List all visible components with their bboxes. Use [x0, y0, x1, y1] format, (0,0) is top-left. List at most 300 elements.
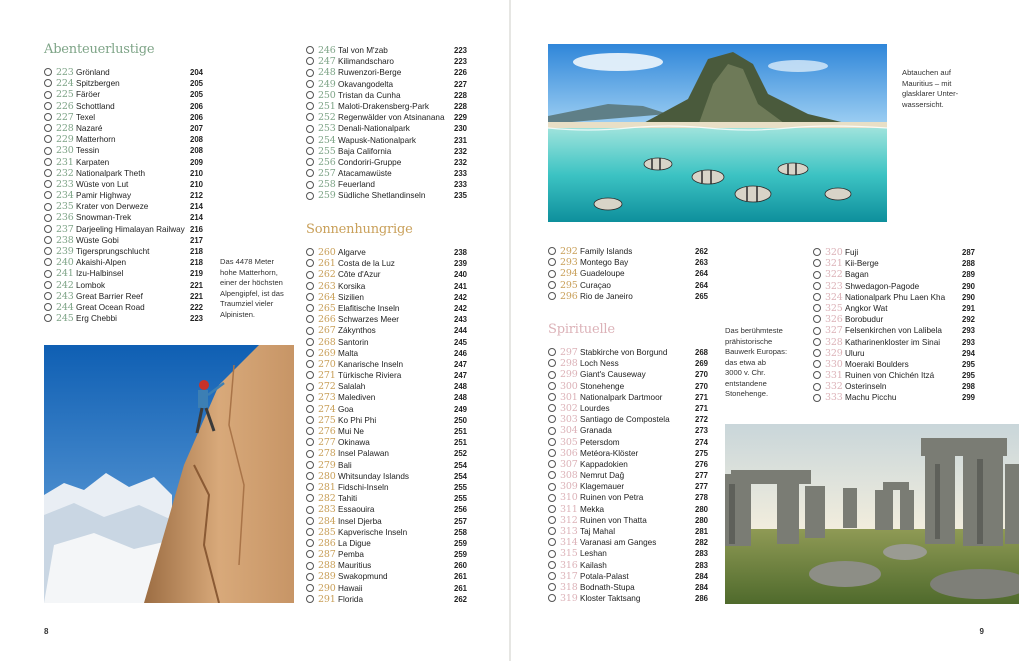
- entry-page: 230: [453, 124, 467, 134]
- checkbox-circle[interactable]: [44, 169, 52, 177]
- entry-title: Denali-Nationalpark: [338, 124, 410, 134]
- entry-number: 323: [825, 280, 843, 292]
- entry-number: 254: [318, 134, 336, 146]
- checkbox-circle[interactable]: [306, 506, 314, 514]
- entry-number: 268: [318, 336, 336, 348]
- checkbox-circle[interactable]: [306, 517, 314, 525]
- checkbox-circle[interactable]: [306, 483, 314, 491]
- checkbox-circle[interactable]: [44, 270, 52, 278]
- entry-number: 226: [56, 100, 74, 112]
- entry-number: 265: [318, 302, 336, 314]
- entry-title: Salalah: [338, 382, 366, 392]
- entry-title: Whitsunday Islands: [338, 471, 409, 481]
- entry-title: Great Barrier Reef: [76, 291, 143, 301]
- heading-spirituelle: Spirituelle: [548, 322, 615, 337]
- checkbox-circle[interactable]: [306, 338, 314, 346]
- checkbox-circle[interactable]: [44, 303, 52, 311]
- entry-title: Angkor Wat: [845, 303, 888, 313]
- entry-page: 205: [189, 90, 203, 100]
- entry-title: Darjeeling Himalayan Railway: [76, 224, 185, 234]
- checkbox-circle[interactable]: [813, 293, 821, 301]
- checkbox-circle[interactable]: [306, 562, 314, 570]
- checkbox-circle[interactable]: [548, 527, 556, 535]
- checkbox-circle[interactable]: [813, 259, 821, 267]
- entry-number: 271: [318, 370, 336, 382]
- entry-title: Schwarzes Meer: [338, 315, 399, 325]
- entry-page: 254: [453, 460, 467, 470]
- checkbox-circle[interactable]: [306, 573, 314, 581]
- checkbox-circle[interactable]: [548, 505, 556, 513]
- toc-entry: [44, 67, 203, 78]
- entry-page: 277: [694, 471, 708, 481]
- toc-entry: [306, 594, 467, 605]
- entry-title: Elafitische Inseln: [338, 303, 400, 313]
- toc-entry: [44, 224, 203, 235]
- checkbox-circle[interactable]: [548, 258, 556, 266]
- entry-number: 299: [560, 369, 578, 381]
- checkbox-circle[interactable]: [548, 460, 556, 468]
- checkbox-circle[interactable]: [813, 371, 821, 379]
- entry-number: 258: [318, 179, 336, 191]
- checkbox-circle[interactable]: [548, 371, 556, 379]
- entry-number: 257: [318, 168, 336, 180]
- checkbox-circle[interactable]: [548, 247, 556, 255]
- checkbox-circle[interactable]: [44, 180, 52, 188]
- toc-entry: [44, 101, 203, 112]
- toc-entry: [306, 415, 467, 426]
- entry-number: 242: [56, 279, 74, 291]
- checkbox-circle[interactable]: [44, 292, 52, 300]
- checkbox-circle[interactable]: [548, 583, 556, 591]
- toc-entry: [306, 190, 467, 201]
- entry-title: Machu Picchu: [845, 393, 897, 403]
- checkbox-circle[interactable]: [306, 57, 314, 65]
- entry-title: Feuerland: [338, 180, 375, 190]
- caption-line: Alpengipfel, ist das: [220, 288, 284, 298]
- entry-title: Loch Ness: [580, 359, 619, 369]
- checkbox-circle[interactable]: [548, 550, 556, 558]
- entry-number: 287: [318, 549, 336, 561]
- entry-title: Tigersprungschlucht: [76, 247, 150, 256]
- entry-page: 248: [453, 382, 467, 392]
- entry-number: 325: [825, 302, 843, 314]
- toc-entry: [44, 302, 203, 313]
- checkbox-circle[interactable]: [306, 91, 314, 99]
- entry-title: Kii-Berge: [845, 259, 879, 269]
- checkbox-circle[interactable]: [44, 158, 52, 166]
- entry-title: Granada: [580, 426, 612, 436]
- checkbox-circle[interactable]: [306, 192, 314, 200]
- entry-page: 264: [694, 269, 708, 279]
- toc-entry: [306, 325, 467, 336]
- toc-entry: [813, 281, 975, 292]
- entry-page: 281: [694, 527, 708, 536]
- checkbox-circle[interactable]: [813, 338, 821, 346]
- entry-number: 329: [825, 347, 843, 359]
- entry-page: 259: [453, 550, 467, 560]
- checkbox-circle[interactable]: [306, 125, 314, 133]
- entry-page: 260: [453, 561, 467, 571]
- entry-title: Santiago de Compostela: [580, 415, 670, 425]
- entry-number: 260: [318, 247, 336, 258]
- toc-entry: [44, 313, 203, 324]
- entry-number: 314: [560, 537, 578, 549]
- entry-number: 327: [825, 325, 843, 337]
- checkbox-circle[interactable]: [548, 449, 556, 457]
- checkbox-circle[interactable]: [306, 427, 314, 435]
- toc-list-spirituelle-continued: [813, 247, 975, 404]
- checkbox-circle[interactable]: [306, 528, 314, 536]
- entry-number: 296: [560, 290, 578, 302]
- checkbox-circle[interactable]: [306, 327, 314, 335]
- checkbox-circle[interactable]: [44, 102, 52, 110]
- entry-page: 295: [961, 359, 975, 369]
- entry-page: 214: [189, 213, 203, 223]
- entry-title: Moeraki Boulders: [845, 359, 909, 369]
- checkbox-circle[interactable]: [548, 415, 556, 423]
- caption-line: Das 4478 Meter: [220, 257, 275, 266]
- entry-title: Kilimandscharo: [338, 57, 394, 67]
- checkbox-circle[interactable]: [306, 550, 314, 558]
- checkbox-circle[interactable]: [306, 595, 314, 603]
- toc-entry: [44, 235, 203, 246]
- checkbox-circle[interactable]: [306, 259, 314, 267]
- caption-line: wassersicht.: [902, 99, 944, 109]
- entry-page: 240: [453, 270, 467, 280]
- stonehenge-caption: [725, 326, 787, 400]
- entry-number: 231: [56, 156, 74, 168]
- entry-title: Curaçao: [580, 280, 611, 290]
- entry-number: 289: [318, 571, 336, 583]
- toc-entry: [44, 168, 203, 179]
- checkbox-circle[interactable]: [306, 69, 314, 77]
- entry-page: 210: [189, 168, 203, 178]
- entry-page: 272: [694, 415, 708, 425]
- toc-entry: [306, 493, 467, 504]
- entry-page: 248: [453, 393, 467, 403]
- toc-entry: [813, 292, 975, 303]
- checkbox-circle[interactable]: [44, 203, 52, 211]
- toc-entry: [306, 281, 467, 292]
- checkbox-circle[interactable]: [306, 394, 314, 402]
- checkbox-circle[interactable]: [813, 248, 821, 256]
- checkbox-circle[interactable]: [548, 382, 556, 390]
- entry-title: Sizilien: [338, 292, 364, 302]
- checkbox-circle[interactable]: [44, 225, 52, 233]
- entry-page: 265: [694, 291, 708, 301]
- entry-number: 223: [56, 67, 74, 78]
- toc-entry: [548, 560, 708, 571]
- toc-entry: [548, 369, 708, 380]
- entry-page: 219: [189, 269, 203, 279]
- checkbox-circle[interactable]: [548, 572, 556, 580]
- checkbox-circle[interactable]: [306, 46, 314, 54]
- checkbox-circle[interactable]: [306, 584, 314, 592]
- checkbox-circle[interactable]: [306, 438, 314, 446]
- entry-page: 204: [189, 68, 203, 77]
- toc-entry: [548, 268, 708, 279]
- entry-title: Erg Chebbi: [76, 314, 117, 324]
- entry-number: 246: [318, 45, 336, 56]
- entry-title: Kapverische Inseln: [338, 527, 408, 537]
- entry-page: 212: [189, 191, 203, 201]
- entry-page: 262: [694, 247, 708, 256]
- entry-page: 291: [961, 303, 975, 313]
- checkbox-circle[interactable]: [44, 91, 52, 99]
- entry-page: 268: [694, 348, 708, 357]
- entry-page: 247: [453, 371, 467, 381]
- checkbox-circle[interactable]: [306, 181, 314, 189]
- entry-number: 317: [560, 570, 578, 582]
- checkbox-circle[interactable]: [548, 292, 556, 300]
- checkbox-circle[interactable]: [306, 282, 314, 290]
- entry-page: 257: [453, 516, 467, 526]
- entry-number: 241: [56, 268, 74, 280]
- checkbox-circle[interactable]: [306, 416, 314, 424]
- toc-entry: [548, 347, 708, 358]
- entry-page: 245: [453, 337, 467, 347]
- checkbox-circle[interactable]: [548, 471, 556, 479]
- checkbox-circle[interactable]: [548, 438, 556, 446]
- toc-entry: [548, 291, 708, 302]
- checkbox-circle[interactable]: [548, 359, 556, 367]
- entry-page: 269: [694, 359, 708, 369]
- mauritius-underwater-photo: [548, 44, 887, 222]
- toc-entry: [306, 549, 467, 560]
- toc-entry: [548, 392, 708, 403]
- caption-line: Abtauchen auf: [902, 68, 951, 77]
- checkbox-circle[interactable]: [44, 258, 52, 266]
- checkbox-circle[interactable]: [306, 315, 314, 323]
- checkbox-circle[interactable]: [548, 404, 556, 412]
- entry-page: 239: [453, 259, 467, 269]
- checkbox-circle[interactable]: [813, 315, 821, 323]
- checkbox-circle[interactable]: [306, 304, 314, 312]
- right-page: [511, 0, 1020, 661]
- checkbox-circle[interactable]: [306, 248, 314, 256]
- entry-number: 230: [56, 145, 74, 157]
- toc-entry: [548, 504, 708, 515]
- entry-title: Türkische Riviera: [338, 371, 402, 381]
- entry-number: 238: [56, 234, 74, 246]
- checkbox-circle[interactable]: [813, 327, 821, 335]
- checkbox-circle[interactable]: [548, 270, 556, 278]
- checkbox-circle[interactable]: [548, 538, 556, 546]
- checkbox-circle[interactable]: [813, 282, 821, 290]
- toc-entry: [44, 123, 203, 134]
- entry-title: Great Ocean Road: [76, 302, 145, 312]
- toc-entry: [306, 168, 467, 179]
- checkbox-circle[interactable]: [44, 113, 52, 121]
- checkbox-circle[interactable]: [44, 79, 52, 87]
- caption-line: Stonehenge.: [725, 389, 769, 398]
- checkbox-circle[interactable]: [44, 147, 52, 155]
- entry-title: Krater von Derweze: [76, 202, 149, 212]
- entry-number: 277: [318, 437, 336, 449]
- entry-title: Stonehenge: [580, 381, 625, 391]
- toc-entry: [548, 437, 708, 448]
- toc-entry: [306, 337, 467, 348]
- entry-number: 250: [318, 89, 336, 101]
- toc-entry: [306, 404, 467, 415]
- checkbox-circle[interactable]: [306, 494, 314, 502]
- entry-title: Goa: [338, 404, 354, 414]
- checkbox-circle[interactable]: [548, 561, 556, 569]
- checkbox-circle[interactable]: [548, 393, 556, 401]
- toc-entry: [306, 90, 467, 101]
- toc-list-sonnenhungrige-continued: [548, 246, 708, 302]
- entry-number: 300: [560, 380, 578, 392]
- checkbox-circle[interactable]: [548, 348, 556, 356]
- toc-entry: [306, 314, 467, 325]
- entry-title: Atacamawüste: [338, 169, 392, 179]
- entry-title: Tristan da Cunha: [338, 90, 401, 100]
- checkbox-circle[interactable]: [548, 594, 556, 602]
- entry-number: 239: [56, 246, 74, 257]
- entry-page: 284: [694, 582, 708, 592]
- stonehenge-photo: [725, 424, 1019, 604]
- caption-line: entstandene: [725, 378, 767, 388]
- checkbox-circle[interactable]: [306, 169, 314, 177]
- entry-number: 291: [318, 593, 336, 605]
- checkbox-circle[interactable]: [813, 394, 821, 402]
- checkbox-circle[interactable]: [306, 371, 314, 379]
- checkbox-circle[interactable]: [306, 405, 314, 413]
- entry-number: 240: [56, 257, 74, 269]
- entry-title: Essaouira: [338, 505, 375, 515]
- entry-number: 285: [318, 526, 336, 538]
- entry-title: Tal von M'zab: [338, 46, 388, 55]
- checkbox-circle[interactable]: [813, 304, 821, 312]
- checkbox-circle[interactable]: [306, 102, 314, 110]
- checkbox-circle[interactable]: [306, 461, 314, 469]
- checkbox-circle[interactable]: [813, 360, 821, 368]
- entry-title: Montego Bay: [580, 258, 629, 268]
- entry-page: 231: [453, 135, 467, 145]
- checkbox-circle[interactable]: [306, 113, 314, 121]
- entry-title: Santorin: [338, 337, 369, 347]
- checkbox-circle[interactable]: [306, 271, 314, 279]
- checkbox-circle[interactable]: [44, 68, 52, 76]
- entry-title: Spitzbergen: [76, 79, 120, 89]
- checkbox-circle[interactable]: [813, 349, 821, 357]
- checkbox-circle[interactable]: [306, 472, 314, 480]
- entry-title: Insel Djerba: [338, 516, 382, 526]
- entry-title: Maloti-Drakensberg-Park: [338, 101, 430, 111]
- entry-title: Fuji: [845, 248, 859, 257]
- checkbox-circle[interactable]: [306, 383, 314, 391]
- checkbox-circle[interactable]: [548, 427, 556, 435]
- entry-page: 218: [189, 247, 203, 256]
- entry-page: 247: [453, 359, 467, 369]
- entry-number: 319: [560, 593, 578, 605]
- entry-page: 250: [453, 415, 467, 425]
- entry-number: 262: [318, 269, 336, 281]
- checkbox-circle[interactable]: [813, 383, 821, 391]
- checkbox-circle[interactable]: [306, 147, 314, 155]
- checkbox-circle[interactable]: [44, 281, 52, 289]
- toc-entry: [44, 201, 203, 212]
- toc-entry: [306, 292, 467, 303]
- entry-page: 223: [189, 314, 203, 324]
- entry-number: 259: [318, 190, 336, 202]
- toc-entry: [813, 303, 975, 314]
- checkbox-circle[interactable]: [306, 349, 314, 357]
- entry-number: 303: [560, 414, 578, 426]
- entry-title: Petersdom: [580, 437, 620, 447]
- entry-number: 322: [825, 269, 843, 281]
- entry-number: 294: [560, 268, 578, 280]
- entry-page: 259: [453, 538, 467, 548]
- entry-page: 206: [189, 112, 203, 122]
- checkbox-circle[interactable]: [306, 539, 314, 547]
- entry-number: 275: [318, 414, 336, 426]
- entry-page: 270: [694, 381, 708, 391]
- checkbox-circle[interactable]: [44, 236, 52, 244]
- caption-line: glasklarer Unter-: [902, 89, 959, 98]
- checkbox-circle[interactable]: [44, 214, 52, 222]
- entry-number: 244: [56, 301, 74, 313]
- caption-line: Traumziel vieler: [220, 299, 274, 308]
- entry-title: Guadeloupe: [580, 269, 625, 279]
- checkbox-circle[interactable]: [44, 191, 52, 199]
- checkbox-circle[interactable]: [306, 158, 314, 166]
- checkbox-circle[interactable]: [44, 247, 52, 255]
- toc-entry: [813, 337, 975, 348]
- entry-title: Borobudur: [845, 315, 884, 325]
- entry-page: 226: [453, 68, 467, 78]
- entry-number: 305: [560, 436, 578, 448]
- checkbox-circle[interactable]: [44, 314, 52, 322]
- entry-page: 217: [189, 235, 203, 245]
- entry-title: Malta: [338, 348, 359, 358]
- entry-number: 315: [560, 548, 578, 560]
- entry-page: 243: [453, 315, 467, 325]
- toc-entry: [306, 560, 467, 571]
- checkbox-circle[interactable]: [306, 136, 314, 144]
- toc-entry: [813, 348, 975, 359]
- toc-entry: [44, 78, 203, 89]
- entry-number: 273: [318, 392, 336, 404]
- entry-number: 248: [318, 67, 336, 79]
- entry-title: Stabkirche von Borgund: [580, 348, 668, 357]
- entry-page: 287: [961, 248, 975, 257]
- checkbox-circle[interactable]: [548, 483, 556, 491]
- checkbox-circle[interactable]: [306, 450, 314, 458]
- entry-number: 301: [560, 391, 578, 403]
- checkbox-circle[interactable]: [44, 135, 52, 143]
- toc-entry: [548, 492, 708, 503]
- entry-title: Taj Mahal: [580, 527, 616, 536]
- caption-line: Das berühmteste: [725, 326, 783, 335]
- entry-page: 290: [961, 281, 975, 291]
- checkbox-circle[interactable]: [306, 360, 314, 368]
- checkbox-circle[interactable]: [813, 271, 821, 279]
- checkbox-circle[interactable]: [548, 516, 556, 524]
- entry-title: Malediven: [338, 393, 376, 403]
- entry-page: 221: [189, 280, 203, 290]
- checkbox-circle[interactable]: [44, 124, 52, 132]
- checkbox-circle[interactable]: [306, 293, 314, 301]
- entry-page: 228: [453, 90, 467, 100]
- toc-list-abenteuerlustige: [44, 67, 203, 324]
- checkbox-circle[interactable]: [306, 80, 314, 88]
- entry-title: Nationalpark Theth: [76, 168, 146, 178]
- entry-page: 242: [453, 292, 467, 302]
- checkbox-circle[interactable]: [548, 494, 556, 502]
- checkbox-circle[interactable]: [548, 281, 556, 289]
- entry-title: Zákynthos: [338, 326, 376, 336]
